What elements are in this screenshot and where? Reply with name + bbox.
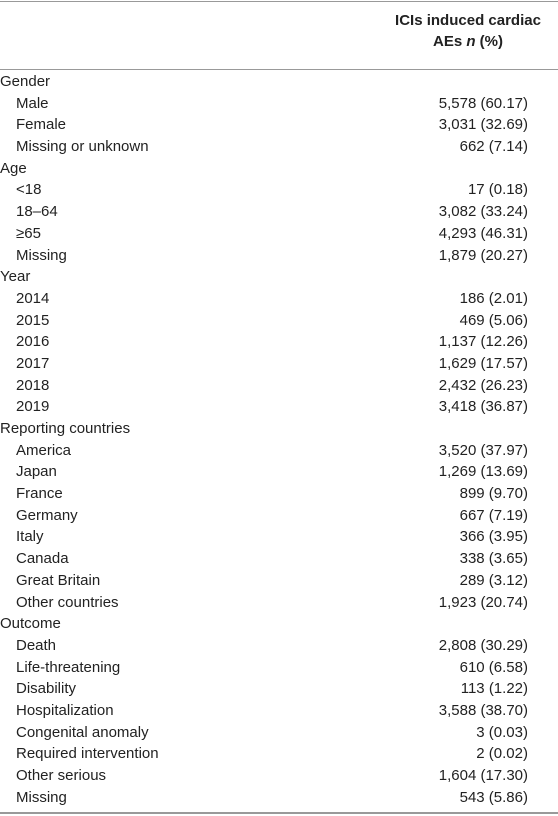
- row-label: Hospitalization: [16, 701, 114, 719]
- row-value: 2 (0.02): [476, 745, 528, 763]
- row-value: 3,031 (32.69): [438, 116, 528, 134]
- table-row: [0, 635, 558, 657]
- table-section-header: [0, 418, 558, 440]
- row-label: Life-threatening: [16, 658, 121, 676]
- row-label: Missing: [16, 788, 67, 806]
- row-label: 2014: [16, 289, 50, 307]
- row-label: 2019: [16, 398, 50, 416]
- row-value: 1,604 (17.30): [438, 767, 528, 784]
- table-row: [0, 331, 558, 353]
- table-row: [0, 114, 558, 136]
- row-value: 2,808 (30.29): [438, 636, 528, 654]
- row-value: 4,293 (46.31): [438, 224, 528, 242]
- row-label: Gender: [0, 73, 51, 90]
- row-label: Germany: [16, 506, 78, 524]
- row-label: 2018: [16, 376, 50, 394]
- column-header: [378, 10, 558, 52]
- row-label: Female: [16, 116, 67, 134]
- row-value: 1,269 (13.69): [438, 463, 528, 481]
- row-value: 1,629 (17.57): [438, 354, 528, 372]
- row-value: 610 (6.58): [459, 658, 528, 676]
- row-label: Outcome: [0, 615, 61, 633]
- bottom-rule: [0, 812, 558, 814]
- table-row: [0, 743, 558, 765]
- table-row: [0, 245, 558, 267]
- table-row: [0, 440, 558, 462]
- table-row: [0, 136, 558, 158]
- row-label: Age: [0, 159, 27, 177]
- table-row: [0, 505, 558, 527]
- table-row: [0, 93, 558, 115]
- table-row: [0, 310, 558, 332]
- table-row: [0, 700, 558, 722]
- row-value: 1,923 (20.74): [438, 593, 528, 611]
- row-value: 543 (5.86): [459, 788, 528, 806]
- row-value: 667 (7.19): [459, 506, 528, 524]
- row-value: 338 (3.65): [459, 550, 528, 568]
- column-header-line1: ICIs induced cardiac: [395, 12, 541, 29]
- table-section-header: [0, 266, 558, 288]
- row-value: 5,578 (60.17): [438, 94, 528, 112]
- row-label: 18–64: [16, 203, 58, 221]
- table-row: [0, 201, 558, 223]
- row-value: 186 (2.01): [459, 289, 528, 307]
- row-label: 2016: [16, 333, 50, 351]
- row-label: America: [16, 441, 72, 459]
- table-section-header: [0, 613, 558, 635]
- top-rule: [0, 1, 558, 2]
- table-row: [0, 223, 558, 245]
- table-row: [0, 570, 558, 592]
- row-label: ≥65: [16, 224, 41, 242]
- table-row: [0, 526, 558, 548]
- row-value: 3,588 (38.70): [438, 701, 528, 719]
- table-section-header: [0, 158, 558, 180]
- table-row: [0, 722, 558, 744]
- row-value: 2,432 (26.23): [438, 376, 528, 394]
- row-label: Missing: [16, 246, 67, 264]
- row-label: Other countries: [16, 593, 119, 611]
- table-body: [0, 71, 558, 808]
- row-label: Italy: [16, 528, 44, 546]
- row-label: Japan: [16, 463, 57, 481]
- row-value: 3,082 (33.24): [438, 203, 528, 221]
- row-value: 662 (7.14): [459, 138, 528, 156]
- row-value: 1,879 (20.27): [438, 246, 528, 264]
- column-header-line2-prefix: AEs: [432, 33, 467, 50]
- column-header-n: n: [466, 33, 476, 50]
- row-value: 3,520 (37.97): [438, 441, 528, 459]
- row-value: 366 (3.95): [459, 528, 528, 546]
- row-value: 289 (3.12): [459, 571, 528, 589]
- table-row: [0, 548, 558, 570]
- row-label: Disability: [16, 680, 77, 698]
- column-header-line2-suffix: (%): [475, 33, 504, 50]
- table-section-header: [0, 71, 558, 93]
- row-label: Male: [16, 94, 49, 112]
- row-label: Congenital anomaly: [16, 723, 149, 741]
- row-label: Canada: [16, 550, 69, 568]
- table-row: [0, 657, 558, 679]
- row-value: 3,418 (36.87): [438, 398, 528, 416]
- row-label: France: [16, 485, 63, 503]
- table-row: [0, 592, 558, 614]
- table-row: [0, 678, 558, 700]
- row-value: 113 (1.22): [460, 680, 528, 698]
- table-row: [0, 396, 558, 418]
- header-rule: [0, 69, 558, 70]
- table-row: [0, 483, 558, 505]
- row-value: 17 (0.18): [467, 181, 528, 199]
- row-label: Reporting countries: [0, 420, 131, 437]
- row-label: Death: [16, 636, 57, 654]
- column-header-line2: [378, 31, 558, 52]
- table-row: [0, 375, 558, 397]
- row-label: Other serious: [16, 767, 107, 784]
- table-row: [0, 179, 558, 201]
- row-label: 2015: [16, 311, 50, 329]
- table-row: [0, 353, 558, 375]
- row-value: 1,137 (12.26): [438, 333, 528, 351]
- row-label: Year: [0, 268, 31, 286]
- table-row: [0, 787, 558, 809]
- table-row: [0, 288, 558, 310]
- row-label: Missing or unknown: [16, 138, 149, 156]
- row-value: 899 (9.70): [459, 485, 528, 503]
- row-value: 469 (5.06): [459, 311, 528, 329]
- table-row: [0, 461, 558, 483]
- row-value: 3 (0.03): [476, 723, 528, 741]
- row-label: 2017: [16, 354, 50, 372]
- row-label: Required intervention: [16, 745, 159, 763]
- table-row: [0, 765, 558, 787]
- row-label: Great Britain: [16, 571, 101, 589]
- row-label: <18: [16, 181, 42, 199]
